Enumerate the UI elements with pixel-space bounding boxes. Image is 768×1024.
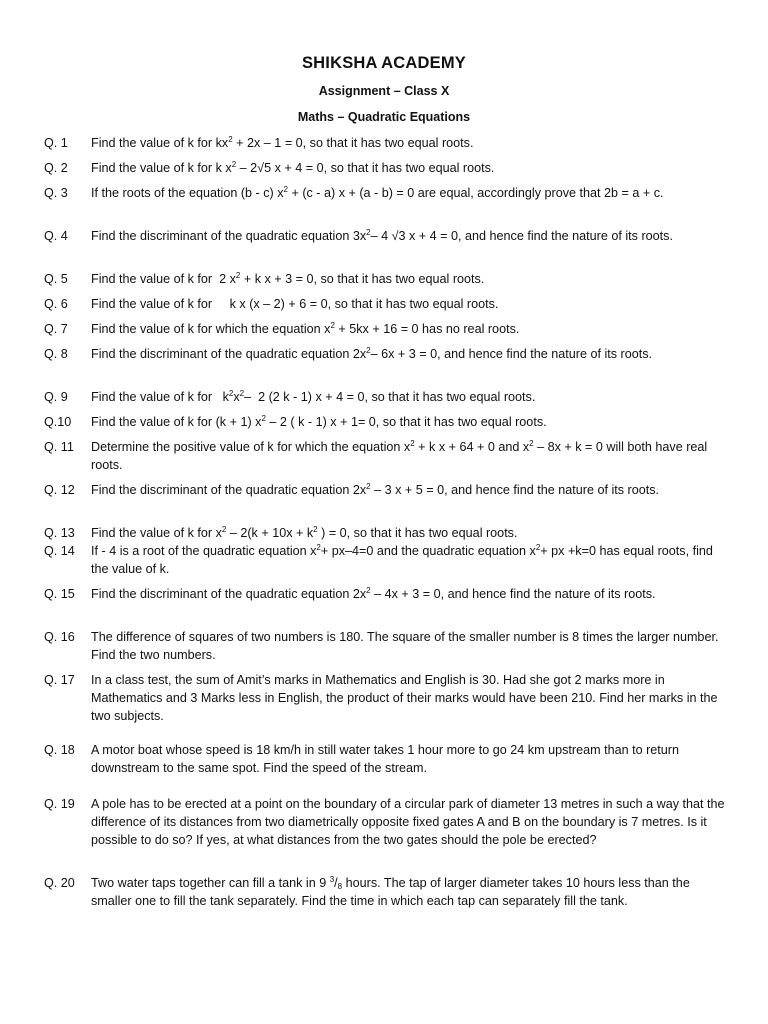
question-text: Find the value of k for 2 $x^2 + k$ x + 3 = 0, so that it has two equal roots. <box>91 271 485 286</box>
question-text: In a class test, the sum of Amit’s marks in Mathematics and English is 30. Had she got 2 marks more in Mathematics and 3 Marks less in English, the product of their marks would have been 210. Find her marks in the two subjects. <box>91 673 718 723</box>
question-number: Q.10 <box>44 415 72 429</box>
question-number: Q. 18 <box>44 743 75 757</box>
question-text: Find the discriminant of the quadratic equation $2x^2-$ 6x + 3 = 0, and hence find the nature of its roots. <box>91 346 653 361</box>
question-number: Q. 17 <box>44 673 75 687</box>
assignment-heading: Assignment – Class X <box>318 84 450 98</box>
question-number: Q. 14 <box>44 544 75 558</box>
question-text: Two water taps together can fill a tank in 9 $^3/_8$ hours. The tap of larger diameter takes 10 hours less than the smaller one to fill the tank separately. Find the time in which each tap can separately fill the tank. <box>91 875 690 908</box>
question-text: A pole has to be erected at a point on the boundary of a circular park of diameter 13 metres in such a way that the difference of its distances from two diametrically opposite fixed gates A and B on the boundary is 7 metres. Is it possible to do so? If yes, at what distances from the two gates should the pole be erected? <box>91 797 725 847</box>
question-number: Q. 5 <box>44 272 68 286</box>
question-number: Q. 6 <box>44 297 68 311</box>
question-text: If - 4 is a root of the quadratic equation $x^2+ px-4=0$ and the quadratic equation $x^2+$ px +k=0 has equal roots, find the value of k. <box>91 543 713 576</box>
question-number: Q. 20 <box>44 876 75 890</box>
question-text: Find the value of k for $x^2 - 2(k + 10x + k^2$ ) = 0, so that it has two equal roots. <box>91 525 518 540</box>
question-number: Q. 4 <box>44 229 68 243</box>
question-text: The difference of squares of two numbers is 180. The square of the smaller number is 8 times the larger number. Find the two numbers. <box>91 630 719 662</box>
question-number: Q. 2 <box>44 161 68 175</box>
question-number: Q. 15 <box>44 587 75 601</box>
question-text: Find the value of k for k x (x – 2) + 6 = 0, so that it has two equal roots. <box>91 297 499 311</box>
question-number: Q. 7 <box>44 322 68 336</box>
question-text: Find the value of k for which the equation $x^2 + 5kx + 16 = 0$ has no real roots. <box>91 321 520 336</box>
question-text: Find the value of k for $k^2x^2-$ 2 (2 k - 1) x + 4 = 0, so that it has two equal roots. <box>91 389 536 404</box>
question-text: Find the discriminant of the quadratic equation $3x^2-$ 4 √3 x + 4 = 0, and hence find the nature of its roots. <box>91 228 673 243</box>
subject-heading: Maths – Quadratic Equations <box>297 110 471 124</box>
question-number: Q. 3 <box>44 186 68 200</box>
question-number: Q. 8 <box>44 347 68 361</box>
question-text: Find the value of k for k $x^2 - 2√5$ x + 4 = 0, so that it has two equal roots. <box>91 160 495 175</box>
page-title: SHIKSHA ACADEMY <box>301 54 467 72</box>
question-text: If the roots of the equation (b - c) $x^2 + (c - a) x + (a - b) = 0$ are equal, accordingly prove that 2b = a + c. <box>91 185 664 200</box>
question-number: Q. 11 <box>44 440 74 454</box>
question-number: Q. 9 <box>44 390 68 404</box>
question-number: Q. 13 <box>44 526 75 540</box>
question-text: Find the discriminant of the quadratic equation $2x^2 - 4x + 3 = 0$, and hence find the nature of its roots. <box>91 586 656 601</box>
question-number: Q. 1 <box>44 136 68 150</box>
question-text: A motor boat whose speed is 18 km/h in still water takes 1 hour more to go 24 km upstream than to return downstream to the same spot. Find the speed of the stream. <box>91 743 680 775</box>
question-number: Q. 16 <box>44 630 75 644</box>
question-text: Find the value of k for $kx^2 + 2x - 1 = 0$, so that it has two equal roots. <box>91 135 474 150</box>
question-text: Find the discriminant of the quadratic equation $2x^2 - 3$ x + 5 = 0, and hence find the nature of its roots. <box>91 482 660 497</box>
question-text: Find the value of k for (k + 1) $x^2 - 2$ ( k - 1) x + 1= 0, so that it has two equal roots. <box>91 414 547 429</box>
question-number: Q. 12 <box>44 483 75 497</box>
question-number: Q. 19 <box>44 797 75 811</box>
question-text: Determine the positive value of k for which the equation $x^2 + k$ x + 64 + 0 and $x^2 - 8x + k = 0$ will both have real roots. <box>91 439 708 472</box>
